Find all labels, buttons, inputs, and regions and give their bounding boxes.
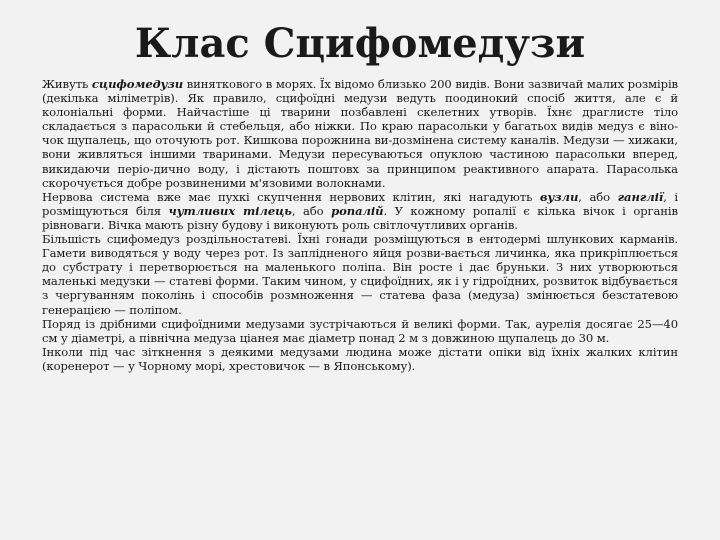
body-paragraph bbox=[42, 232, 678, 317]
text-run: виняткового в морях. Їх відомо близько 200 видів. Вони зазвичай малих розмірів (декілька міліметрів). Як правило, сцифоїдні медузи ведуть поодинокий спосіб життя, але є й колоніальні форми. Найчастіше ці тварини позбавлені скелетних утворів. Їхнє драглисте тіло складається з парасольки й стебельця, або ніжки. По краю парасольки у багатьох видів медуз є віно-чок щупалець, що оточують рот. Кишкова порожнина ви-дозмінена систему каналів. Медузи — хижаки, вони живляться іншими тваринами. Медузи пересуваються опуклою частиною парасольки вперед, викидаючи періо-дично воду, і дістають поштовх за принципом реактивного апарата. Парасолька скорочується добре розвиненими м'язовими волокнами. bbox=[42, 77, 678, 190]
text-run: Більшість сцифомедуз роздільностатеві. Їхні гонади розміщуються в ентодермі шлункових карманів. Гамети виводяться у воду через рот. Із заплідненого яйця розви-вається личинка, яка прикріплюється до субстрату і перетворюється на маленького поліпа. Він росте і дає бруньки. З них утворюються маленькі медузки — статеві форми. Таким чином, у сцифоїдних, як і у гідроїдних, розвиток відбувається з чергуванням поколінь і способів розмноження — статева фаза (медуза) змінюється безстатевою генерацією — поліпом. bbox=[42, 232, 678, 317]
body-paragraph bbox=[42, 317, 678, 345]
body-paragraph bbox=[42, 345, 678, 373]
text-run: , і розміщуються біля bbox=[42, 189, 678, 218]
text-run: , або bbox=[291, 203, 332, 218]
slide-title: Клас Сцифомедузи bbox=[134, 20, 586, 67]
slide-body bbox=[42, 77, 678, 373]
emphasized-term: ропалій bbox=[331, 203, 384, 218]
emphasized-term: вузли bbox=[539, 189, 579, 204]
emphasized-term: чутливих тілець bbox=[168, 203, 292, 218]
text-run: , або bbox=[578, 189, 618, 204]
body-paragraph bbox=[42, 190, 678, 232]
text-run: . У кожному ропалії є кілька вічок і органів рівноваги. Вічка мають різну будову і виконують роль світлочутливих органів. bbox=[42, 203, 678, 232]
emphasized-term: сцифомедузи bbox=[91, 77, 184, 91]
text-run: Інколи під час зіткнення з деякими медузами людина може дістати опіки від їхніх жалких клітин (коренерот — у Чорному морі, хрестовичок — в Японському). bbox=[42, 344, 678, 373]
text-run: Поряд із дрібними сцифоїдними медузами зустрічаються й великі форми. Так, аурелія досягає 25—40 см у діаметрі, а північна медуза ціанея має діаметр понад 2 м з довжиною щупалець до 30 м. bbox=[42, 316, 678, 345]
text-run: Нервова система вже має пухкі скупчення нервових клітин, які нагадують bbox=[42, 189, 540, 204]
text-run: Живуть bbox=[42, 77, 92, 91]
body-paragraph bbox=[42, 77, 678, 190]
emphasized-term: ганглії bbox=[617, 189, 664, 204]
